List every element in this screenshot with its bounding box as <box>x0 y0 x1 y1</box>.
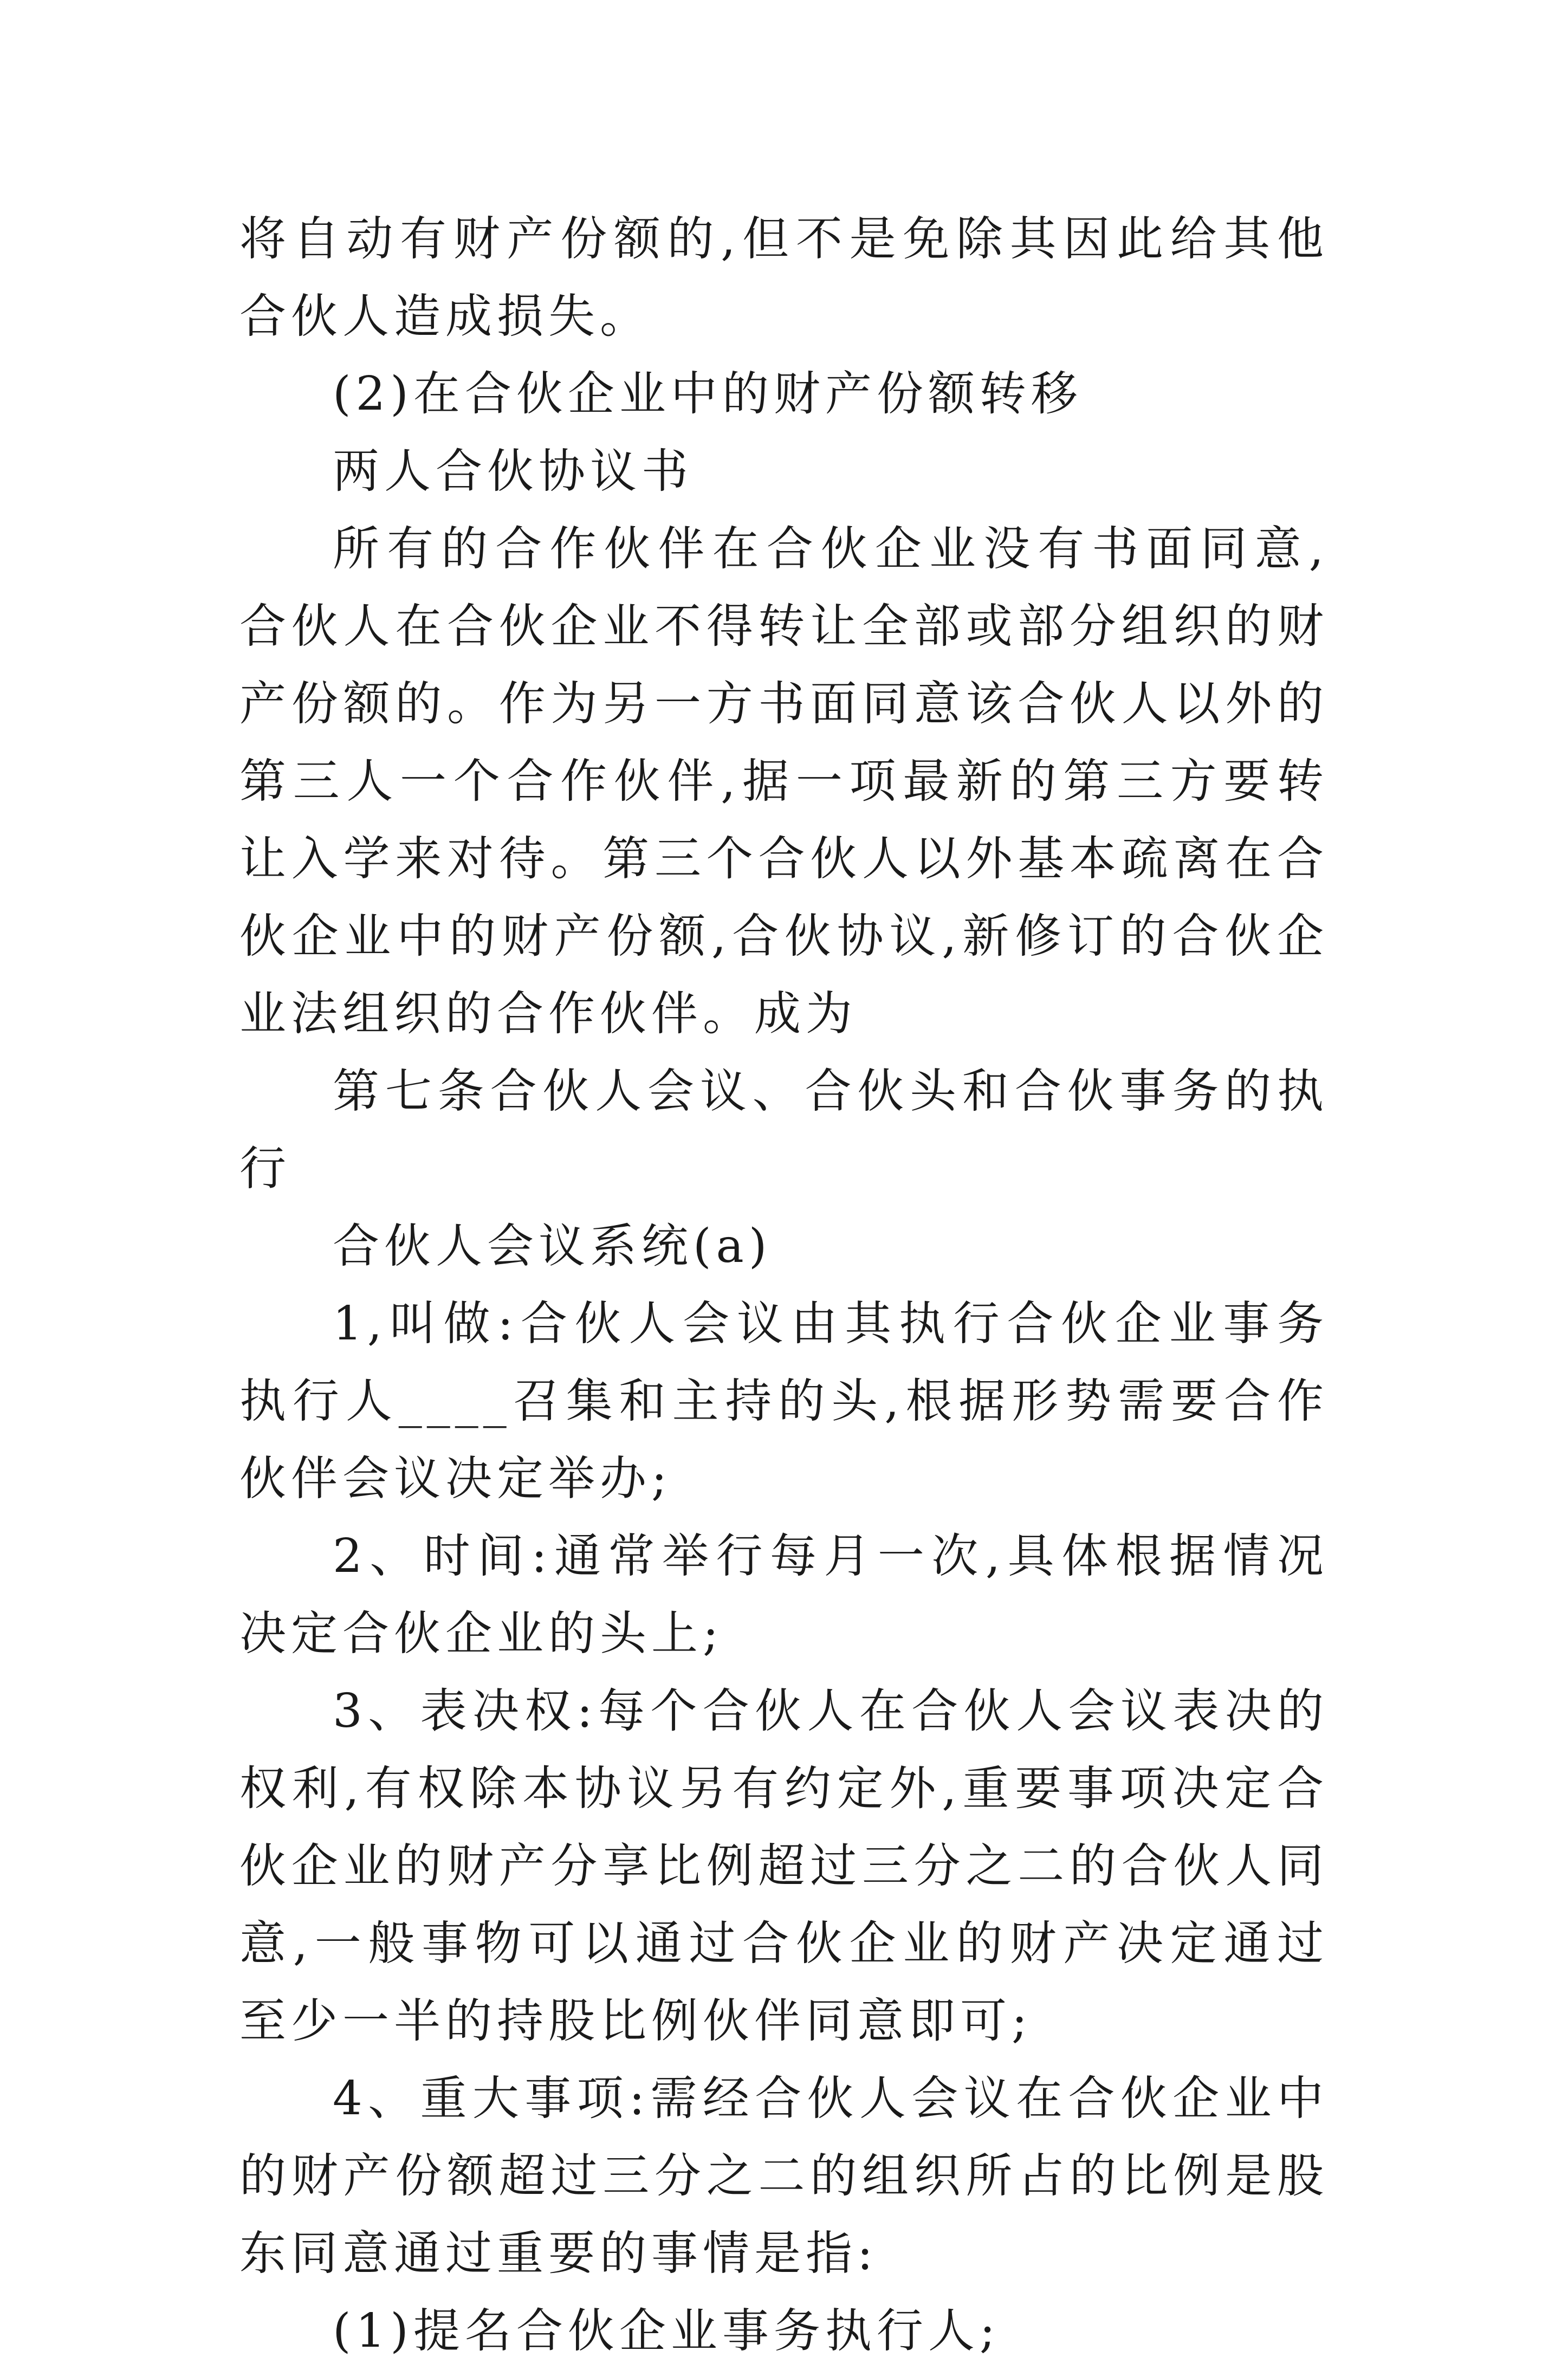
paragraph-5: 第七条合伙人会议、合伙头和合伙事务的执行 <box>239 1064 1329 1196</box>
paragraph-2: (2)在合伙企业中的财产份额转移 <box>333 367 1083 421</box>
paragraph-4: 所有的合作伙伴在合伙企业没有书面同意,合伙人在合伙企业不得转让全部或部分组织的财产份额的。作为另一方书面同意该合伙人以外的第三人一个合作伙伴,据一项最新的第三方要转让入学来对待。第三个合伙人以外基本疏离在合伙企业中的财产份额,合伙协议,新修订的合伙企业法组织的合作伙伴。成为 <box>239 522 1329 1041</box>
document-body <box>239 200 1329 2370</box>
paragraph-7: 1,叫做:合伙人会议由其执行合伙企业事务执行人____召集和主持的头,根据形势需要合作伙伴会议决定举办; <box>239 1297 1329 1506</box>
paragraph-10: 4、重大事项:需经合伙人会议在合伙企业中的财产份额超过三分之二的组织所占的比例是股东同意通过重要的事情是指: <box>239 2071 1329 2281</box>
paragraph-9: 3、表决权:每个合伙人在合伙人会议表决的权利,有权除本协议另有约定外,重要事项决定合伙企业的财产分享比例超过三分之二的合伙人同意,一般事物可以通过合伙企业的财产决定通过至少一半的持股比例伙伴同意即可; <box>239 1684 1329 2048</box>
paragraph-11: (1)提名合伙企业事务执行人; <box>333 2304 1000 2358</box>
paragraph-6: 合伙人会议系统(a) <box>333 1219 772 1273</box>
paragraph-8: 2、时间:通常举行每月一次,具体根据情况决定合伙企业的头上; <box>239 1529 1329 1661</box>
paragraph-3: 两人合伙协议书 <box>333 444 693 498</box>
paragraph-1: 将自动有财产份额的,但不是免除其因此给其他合伙人造成损失。 <box>239 212 1329 344</box>
